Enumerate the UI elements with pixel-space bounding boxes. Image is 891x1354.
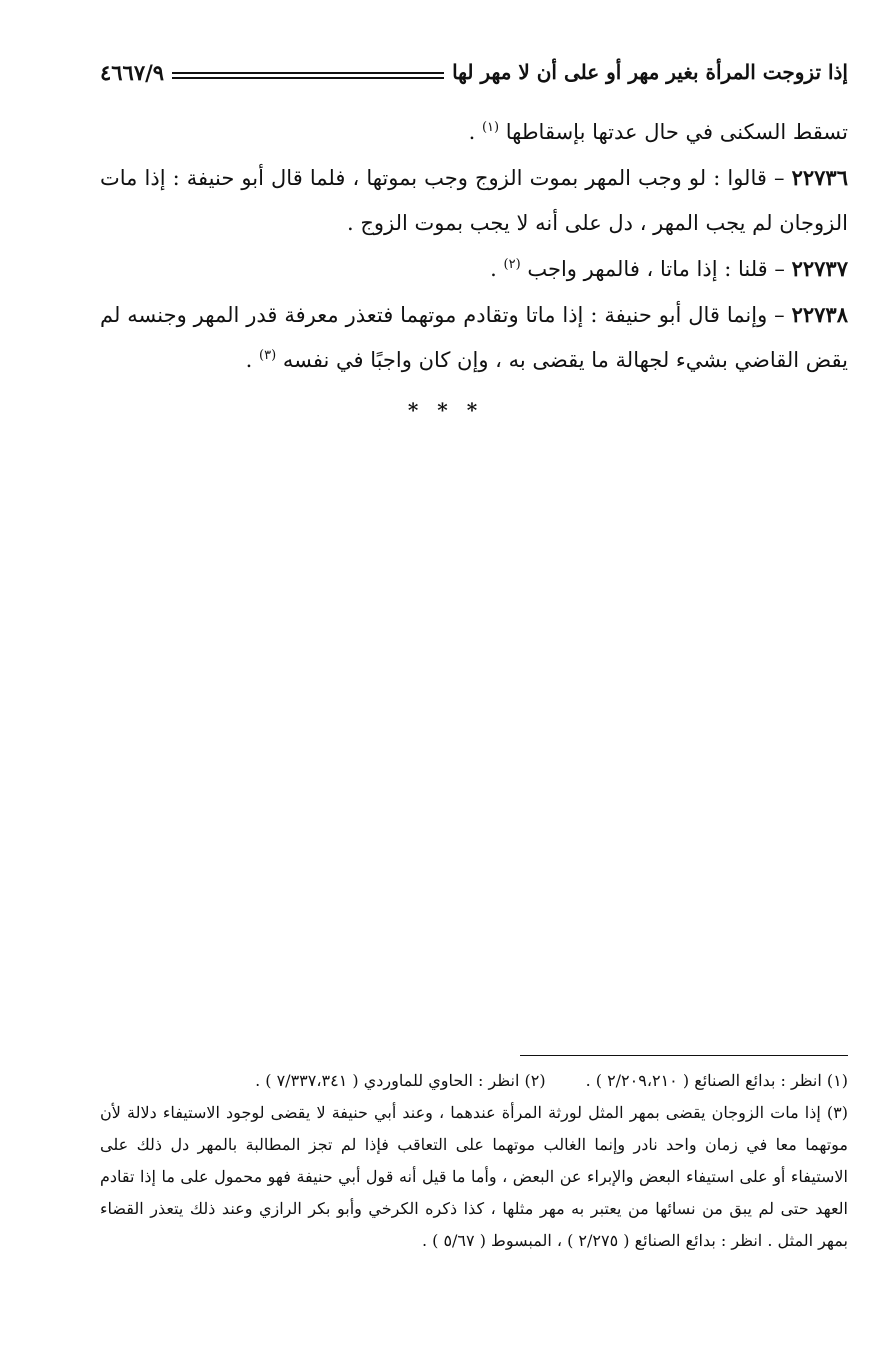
paragraph-1 (100, 110, 848, 155)
footnote-ref-2: (٢) (503, 257, 521, 272)
header-rule (172, 72, 444, 79)
footnote-3: (٣) إذا مات الزوجان يقضى بمهر المثل لورثة المرأة عندهما ، وعند أبي حنيفة لا يقضى لوجود الاستيفاء دلالة لأن موتهما معا في زمان واحد نادر وإنما الغالب موتهما على التعاقب فإذا لم تجز المطالبة بالمهر دل ذلك على الاستيفاء أو على استيفاء البعض والإبراء عن البعض ، وأما ما قيل أنه قول أبي حنيفة فهو محمول على ما إذا تقادم العهد حتى لم يبق من نسائها من يعتبر به مهر مثلها ، كذا ذكره الكرخي وأبو بكر الرازي وعند ذلك يتعذر القضاء بمهر المثل . انظر : بدائع الصنائع ( ٢/٢٧٥ ) ، المبسوط ( ٥/٦٧ ) . (100, 1103, 848, 1250)
paragraph-number: ٢٢٧٣٦ (791, 165, 848, 190)
paragraph-22738 (100, 292, 848, 383)
paragraph-number: ٢٢٧٣٨ (791, 302, 848, 327)
paragraph-end: . (490, 257, 497, 281)
paragraph-text: – قلنا : إذا ماتا ، فالمهر واجب (527, 257, 785, 281)
footnote-rule (520, 1055, 848, 1056)
paragraph-22736 (100, 155, 848, 246)
section-separator: * * * (407, 398, 484, 422)
paragraph-end: . (245, 348, 253, 372)
page-number: ٤٦٦٧/٩ (100, 59, 165, 85)
main-text (100, 110, 848, 383)
paragraph-text: – قالوا : لو وجب المهر بموت الزوج وجب بموتها ، فلما قال أبو حنيفة : إذا مات الزوجان لم يجب المهر ، دل على أنه لا يجب بموت الزوج . (100, 166, 848, 235)
paragraph-text: – وإنما قال أبو حنيفة : إذا ماتا وتقادم موتهما فتعذر معرفة قدر المهر وجنسه لم يقض القاضي بشيء لجهالة ما يقضى به ، وإن كان واجبًا في نفسه (100, 303, 848, 372)
paragraph-number: ٢٢٧٣٧ (791, 256, 848, 281)
header-title: إذا تزوجت المرأة بغير مهر أو على أن لا مهر لها (452, 60, 848, 84)
paragraph-1-end: . (468, 120, 476, 144)
footnote-row-1-2 (100, 1065, 848, 1097)
footnotes (100, 1065, 848, 1257)
footnote-ref-3: (٣) (259, 348, 277, 363)
footnote-ref-1: (١) (481, 120, 500, 135)
paragraph-1-text: تسقط السكنى في حال عدتها بإسقاطها (505, 120, 848, 144)
footnote-2: (٢) انظر : الحاوي للماوردي ( ٧/٣٣٧،٣٤١ ) . (255, 1071, 546, 1090)
footnote-1: (١) انظر : بدائع الصنائع ( ٢/٢٠٩،٢١٠ ) . (585, 1071, 848, 1090)
paragraph-22737 (100, 246, 848, 292)
running-header (100, 52, 848, 92)
